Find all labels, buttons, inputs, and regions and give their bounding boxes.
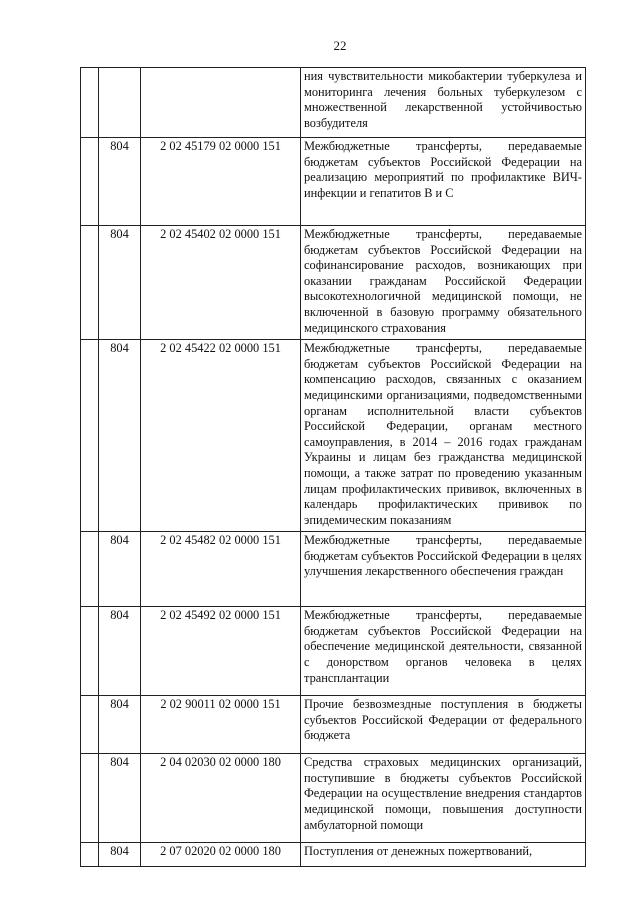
description-cell: ния чувствительности микобактерии туберкулеза и мониторинга лечения больных туберкулезом с множественной лекарственной устойчивостью возбудителя [301, 68, 586, 138]
description-cell: Межбюджетные трансферты, передаваемые бюджетам субъектов Российской Федерации в целях улучшения лекарственного обеспечения граждан [301, 532, 586, 607]
table-row [81, 607, 586, 696]
blank-cell [81, 754, 99, 843]
table-row [81, 138, 586, 226]
blank-cell [81, 843, 99, 867]
description-cell: Средства страховых медицинских организаций, поступившие в бюджеты субъектов Российской Федерации на осуществление внедрения стандартов медицинской помощи, повышения доступности амбулаторной помощи [301, 754, 586, 843]
admin-code-cell: 804 [99, 340, 141, 532]
budget-code-cell: 2 04 02030 02 0000 180 [141, 754, 301, 843]
blank-cell [81, 607, 99, 696]
budget-code-cell: 2 02 45492 02 0000 151 [141, 607, 301, 696]
budget-code-cell: 2 02 45482 02 0000 151 [141, 532, 301, 607]
revenue-code-table [80, 67, 586, 867]
admin-code-cell [99, 68, 141, 138]
table-row [81, 532, 586, 607]
description-cell: Межбюджетные трансферты, передаваемые бюджетам субъектов Российской Федерации на реализацию мероприятий по профилактике ВИЧ-инфекции и гепатитов В и С [301, 138, 586, 226]
budget-code-cell: 2 02 45422 02 0000 151 [141, 340, 301, 532]
admin-code-cell: 804 [99, 607, 141, 696]
admin-code-cell: 804 [99, 843, 141, 867]
admin-code-cell: 804 [99, 754, 141, 843]
table-row [81, 226, 586, 340]
blank-cell [81, 340, 99, 532]
blank-cell [81, 138, 99, 226]
budget-code-cell: 2 02 45179 02 0000 151 [141, 138, 301, 226]
table-row [81, 68, 586, 138]
table-row [81, 340, 586, 532]
description-cell: Межбюджетные трансферты, передаваемые бюджетам субъектов Российской Федерации на компенсацию расходов, связанных с оказанием медицинскими организациями, подведомственными органам исполнительной власти субъектов Российской Федерации, органам местного самоуправления, в 2014 – 2016 годах гражданам Украины и лицам без гражданства медицинской помощи, а также затрат по проведению указанным лицам профилактических прививок, включенных в календарь профилактических прививок по эпидемическим показаниям [301, 340, 586, 532]
blank-cell [81, 696, 99, 754]
budget-code-cell: 2 02 45402 02 0000 151 [141, 226, 301, 340]
admin-code-cell: 804 [99, 138, 141, 226]
description-cell: Прочие безвозмездные поступления в бюджеты субъектов Российской Федерации от федерального бюджета [301, 696, 586, 754]
admin-code-cell: 804 [99, 532, 141, 607]
description-cell: Межбюджетные трансферты, передаваемые бюджетам субъектов Российской Федерации на софинансирование расходов, возникающих при оказании гражданам Российской Федерации высокотехнологичной медицинской помощи, не включенной в базовую программу обязательного медицинского страхования [301, 226, 586, 340]
budget-code-cell: 2 07 02020 02 0000 180 [141, 843, 301, 867]
blank-cell [81, 532, 99, 607]
budget-code-cell [141, 68, 301, 138]
table-row [81, 843, 586, 867]
table-row [81, 754, 586, 843]
page-number: 22 [333, 38, 347, 53]
admin-code-cell: 804 [99, 696, 141, 754]
description-cell: Поступления от денежных пожертвований, [301, 843, 586, 867]
budget-code-cell: 2 02 90011 02 0000 151 [141, 696, 301, 754]
description-cell: Межбюджетные трансферты, передаваемые бюджетам субъектов Российской Федерации на обеспечение медицинской деятельности, связанной с донорством органов человека в целях трансплантации [301, 607, 586, 696]
table-row [81, 696, 586, 754]
blank-cell [81, 68, 99, 138]
blank-cell [81, 226, 99, 340]
admin-code-cell: 804 [99, 226, 141, 340]
